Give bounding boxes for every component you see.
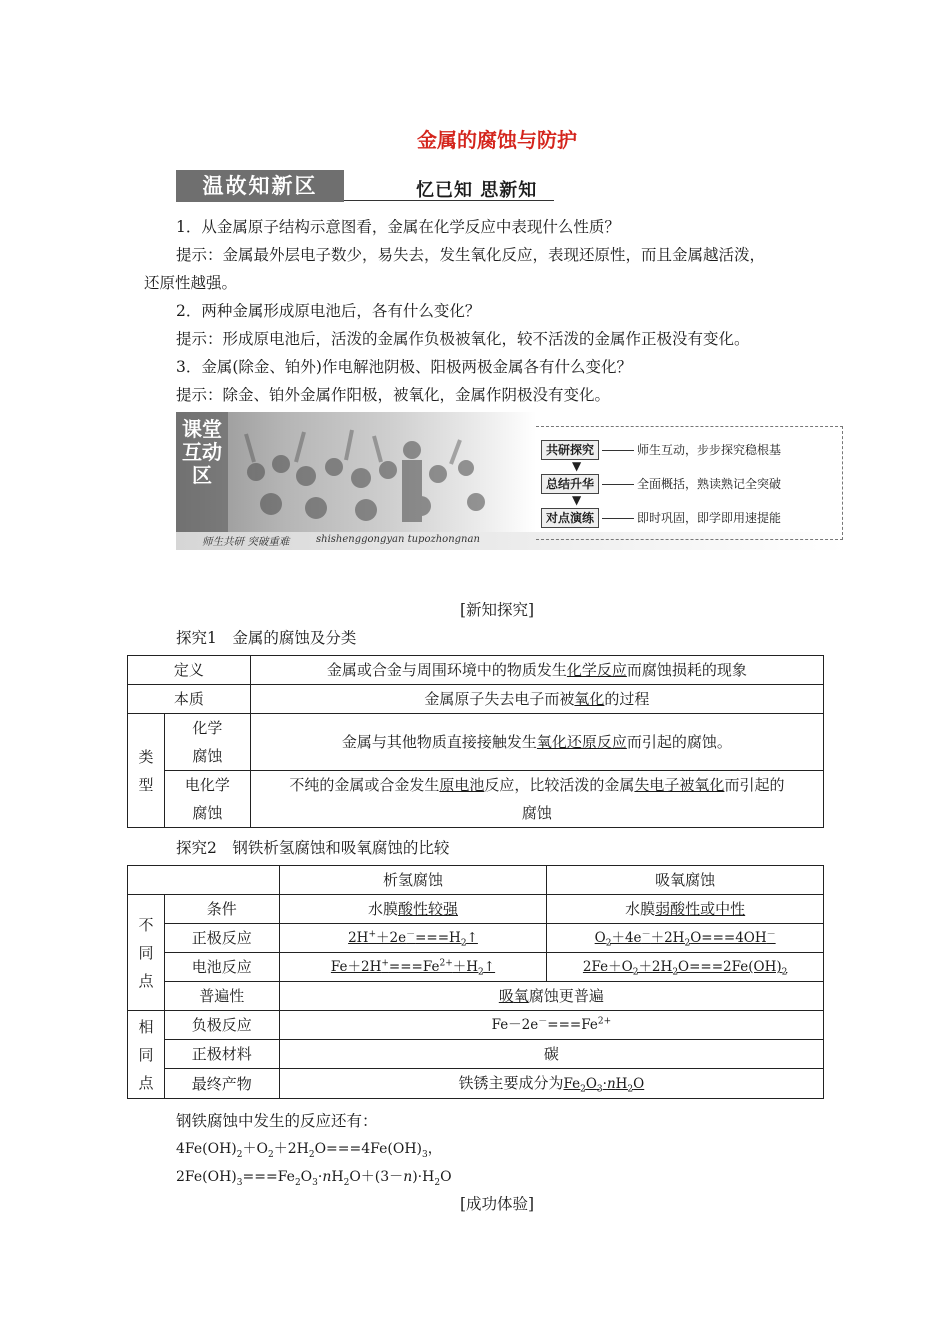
cond-hydrogen: 水膜酸性较强: [279, 895, 547, 924]
section-new-knowledge: [新知探究]: [459, 601, 535, 619]
classroom-item-3: 对点演练 即时巩固，即学即用速提能: [541, 508, 781, 528]
label-prevalence: 普遍性: [164, 982, 279, 1011]
electrochemical-corrosion-cell: 不纯的金属或合金发生原电池反应，比较活泼的金属失电子被氧化而引起的 腐蚀: [250, 771, 823, 828]
classroom-side-panel: [176, 412, 228, 532]
label-differences: 不 同 点: [128, 895, 165, 1011]
review-banner: [176, 170, 554, 206]
table-row: [128, 924, 824, 953]
label-electrochemical-corrosion: 电化学 腐蚀: [164, 771, 250, 828]
row-label-type: 类 型: [128, 714, 165, 828]
header-oxygen: 吸氧腐蚀: [547, 866, 824, 895]
table-row: [128, 866, 824, 895]
explore1-heading: 探究1 金属的腐蚀及分类: [176, 629, 357, 647]
label-negative-reaction: 负极反应: [164, 1011, 279, 1040]
review-banner-label: 温故知新区: [176, 170, 344, 202]
reaction-equation-1: $4Fe(OH)_2+O_2+2H_2O===4Fe(OH)_3$，: [176, 1141, 442, 1160]
table-row: [128, 771, 824, 828]
classroom-bottom-pinyin: shishenggongyan tupozhongnan: [316, 534, 480, 545]
classroom-vertical-label: 课堂互动区: [182, 417, 222, 487]
label-cell-reaction: 电池反应: [164, 953, 279, 982]
label-similarities: 相 同 点: [128, 1011, 165, 1099]
section-success: [成功体验]: [459, 1195, 535, 1213]
table-row: [128, 656, 824, 685]
classroom-crowd-image: [176, 412, 536, 532]
table-row: [128, 953, 824, 982]
classroom-bottom-cn: 师生共研 突破重难: [202, 536, 290, 548]
classroom-item-2: 总结升华 全面概括，熟读熟记全突破: [541, 474, 781, 494]
cell-oxygen-equation: $2Fe+O_2+2H_2O===2Fe(OH)_2$: [547, 953, 824, 982]
table-row: [128, 1011, 824, 1040]
review-answer-1-cont: 还原性越强。: [144, 274, 238, 292]
down-arrow-icon: ▼: [572, 459, 582, 473]
chemical-corrosion-cell: 金属与其他物质直接接触发生氧化还原反应而引起的腐蚀。: [250, 714, 823, 771]
review-question-2: 2．两种金属形成原电池后，各有什么变化？: [176, 302, 481, 320]
corrosion-type-table: [127, 655, 824, 828]
definition-cell: 金属或合金与周围环境中的物质发生化学反应而腐蚀损耗的现象: [250, 656, 823, 685]
classroom-item-1: 共研探究 师生互动，步步探究稳根基: [541, 440, 781, 460]
label-final-product: 最终产物: [164, 1069, 279, 1099]
table-row: [128, 1040, 824, 1069]
negative-equation: $Fe-2e^-===Fe^{2+}$: [279, 1011, 823, 1040]
label-chemical-corrosion: 化学 腐蚀: [164, 714, 250, 771]
table-row: [128, 1069, 824, 1099]
header-empty: [128, 866, 280, 895]
review-banner-subtitle: 忆已知 思新知: [416, 180, 538, 201]
label-positive-reaction: 正极反应: [164, 924, 279, 953]
header-hydrogen: 析氢腐蚀: [279, 866, 547, 895]
table-row: [128, 714, 824, 771]
classroom-banner: [176, 412, 844, 550]
reaction-equation-2: $2Fe(OH)_3===Fe_2O_3\cdot nH_2O+(3-n)\cdot H_2O$: [176, 1169, 452, 1188]
reactions-intro: 钢铁腐蚀中发生的反应还有：: [176, 1112, 378, 1130]
pos-hydrogen-equation: $2H^++2e^-===H_2↑$: [279, 924, 547, 953]
corrosion-comparison-table: [127, 865, 824, 1099]
positive-material-cell: 碳: [279, 1040, 823, 1069]
row-label-essence: 本质: [128, 685, 251, 714]
cond-oxygen: 水膜弱酸性或中性: [547, 895, 824, 924]
review-answer-2: 提示：形成原电池后，活泼的金属作负极被氧化，较不活泼的金属作正极没有变化。: [176, 330, 750, 348]
essence-cell: 金属原子失去电子而被氧化的过程: [250, 685, 823, 714]
prevalence-cell: 吸氧腐蚀更普遍: [279, 982, 823, 1011]
review-question-1: 1．从金属原子结构示意图看，金属在化学反应中表现什么性质？: [176, 218, 620, 236]
table-row: [128, 895, 824, 924]
down-arrow-icon: ▼: [572, 493, 582, 507]
review-answer-3: 提示：除金、铂外金属作阳极，被氧化，金属作阴极没有变化。: [176, 386, 611, 404]
label-positive-material: 正极材料: [164, 1040, 279, 1069]
label-condition: 条件: [164, 895, 279, 924]
table-row: [128, 685, 824, 714]
explore2-heading: 探究2 钢铁析氢腐蚀和吸氧腐蚀的比较: [176, 839, 450, 857]
row-label-definition: 定义: [128, 656, 251, 685]
final-product-cell: 铁锈主要成分为$Fe_2O_3\cdot nH_2O$: [279, 1069, 823, 1099]
review-question-3: 3．金属(除金、铂外)作电解池阴极、阳极两极金属各有什么变化？: [176, 358, 632, 376]
page-title: 金属的腐蚀与防护: [417, 128, 577, 152]
cell-hydrogen-equation: $Fe+2H^+===Fe^{2+}+H_2↑$: [279, 953, 547, 982]
table-row: [128, 982, 824, 1011]
review-answer-1: 提示：金属最外层电子数少，易失去，发生氧化反应，表现还原性，而且金属越活泼，: [176, 246, 766, 264]
pos-oxygen-equation: $O_2+4e^-+2H_2O===4OH^-$: [547, 924, 824, 953]
